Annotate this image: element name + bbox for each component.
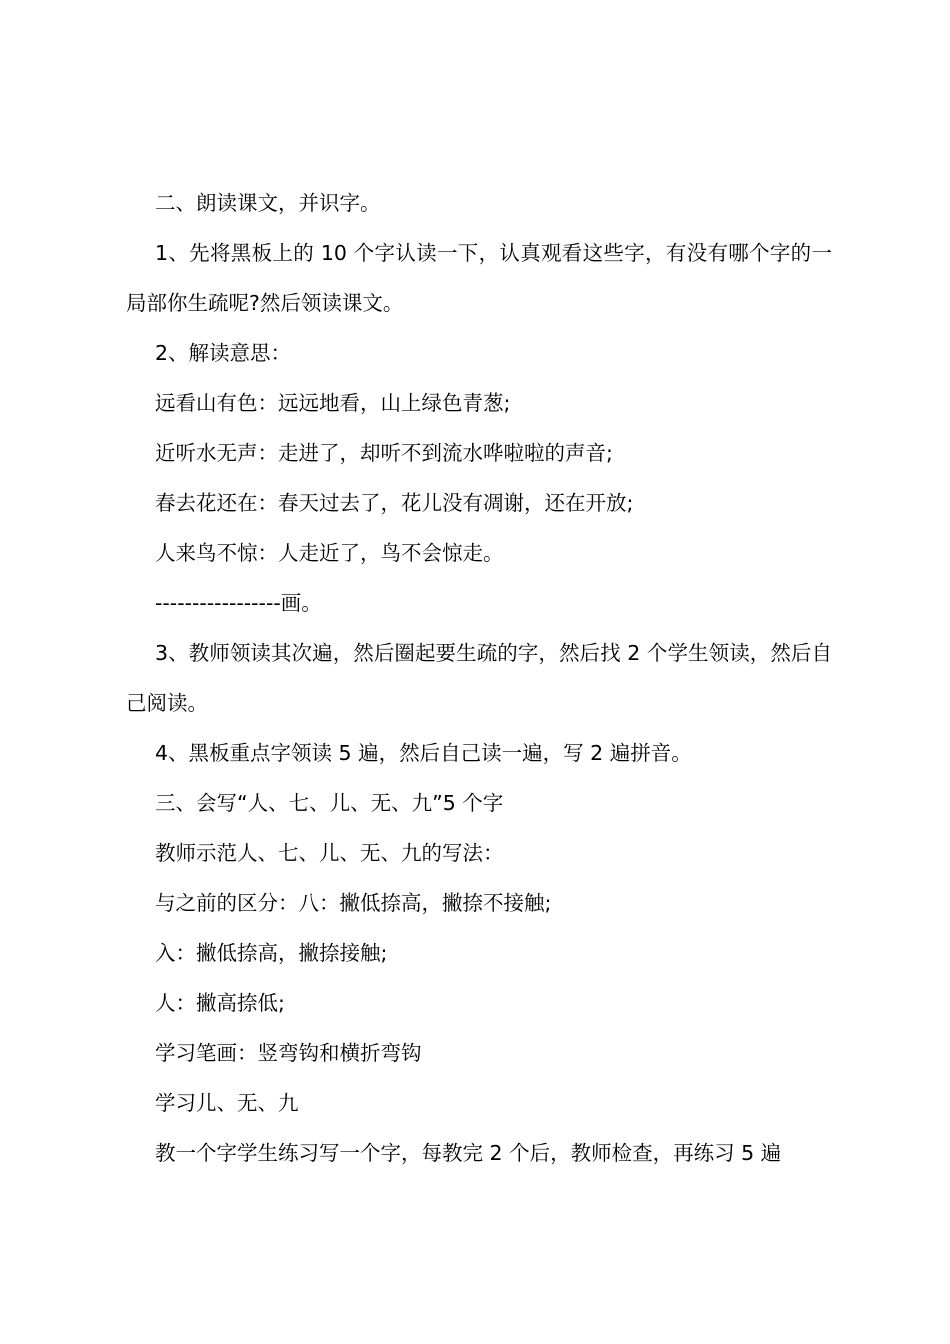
paragraph-step-4: 4、黑板重点字领读 5 遍，然后自己读一遍，写 2 遍拼音。 [155,741,692,765]
section-heading-writing: 三、会写“人、七、儿、无、九”5 个字 [155,791,504,815]
document-body [126,178,832,1178]
paragraph-difference-ren: 人：撇高捺低; [155,991,285,1015]
section-heading-read-aloud: 二、朗读课文，并识字。 [155,191,381,215]
paragraph-step-2: 2、解读意思： [155,341,292,365]
poem-line-1-explanation: 远看山有色：远远地看，山上绿色青葱; [155,391,511,415]
paragraph-difference-ba: 与之前的区分：八：撇低捺高，撇捺不接触; [155,891,552,915]
poem-line-2-explanation: 近听水无声：走进了，却听不到流水哗啦啦的声音; [155,441,613,465]
poem-line-4-explanation: 人来鸟不惊：人走近了，鸟不会惊走。 [155,541,504,565]
paragraph-strokes: 学习笔画：竖弯钩和横折弯钩 [155,1041,422,1065]
poem-line-3-explanation: 春去花还在：春天过去了，花儿没有凋谢，还在开放; [155,491,634,515]
paragraph-practice: 教一个字学生练习写一个字，每教完 2 个后，教师检查，再练习 5 遍 [155,1141,782,1165]
paragraph-difference-ru: 入：撇低捺高，撇捺接触; [155,941,388,965]
paragraph-step-1: 1、先将黑板上的 10 个字认读一下，认真观看这些字，有没有哪个字的一局部你生疏呢?然后领读课文。 [126,241,832,315]
paragraph-step-3: 3、教师领读其次遍，然后圈起要生疏的字，然后找 2 个学生领读，然后自己阅读。 [126,641,832,715]
paragraph-learn-chars: 学习儿、无、九 [155,1091,299,1115]
dashed-line-painting: -----------------画。 [155,591,322,615]
paragraph-teacher-demo: 教师示范人、七、儿、无、九的写法： [155,841,504,865]
